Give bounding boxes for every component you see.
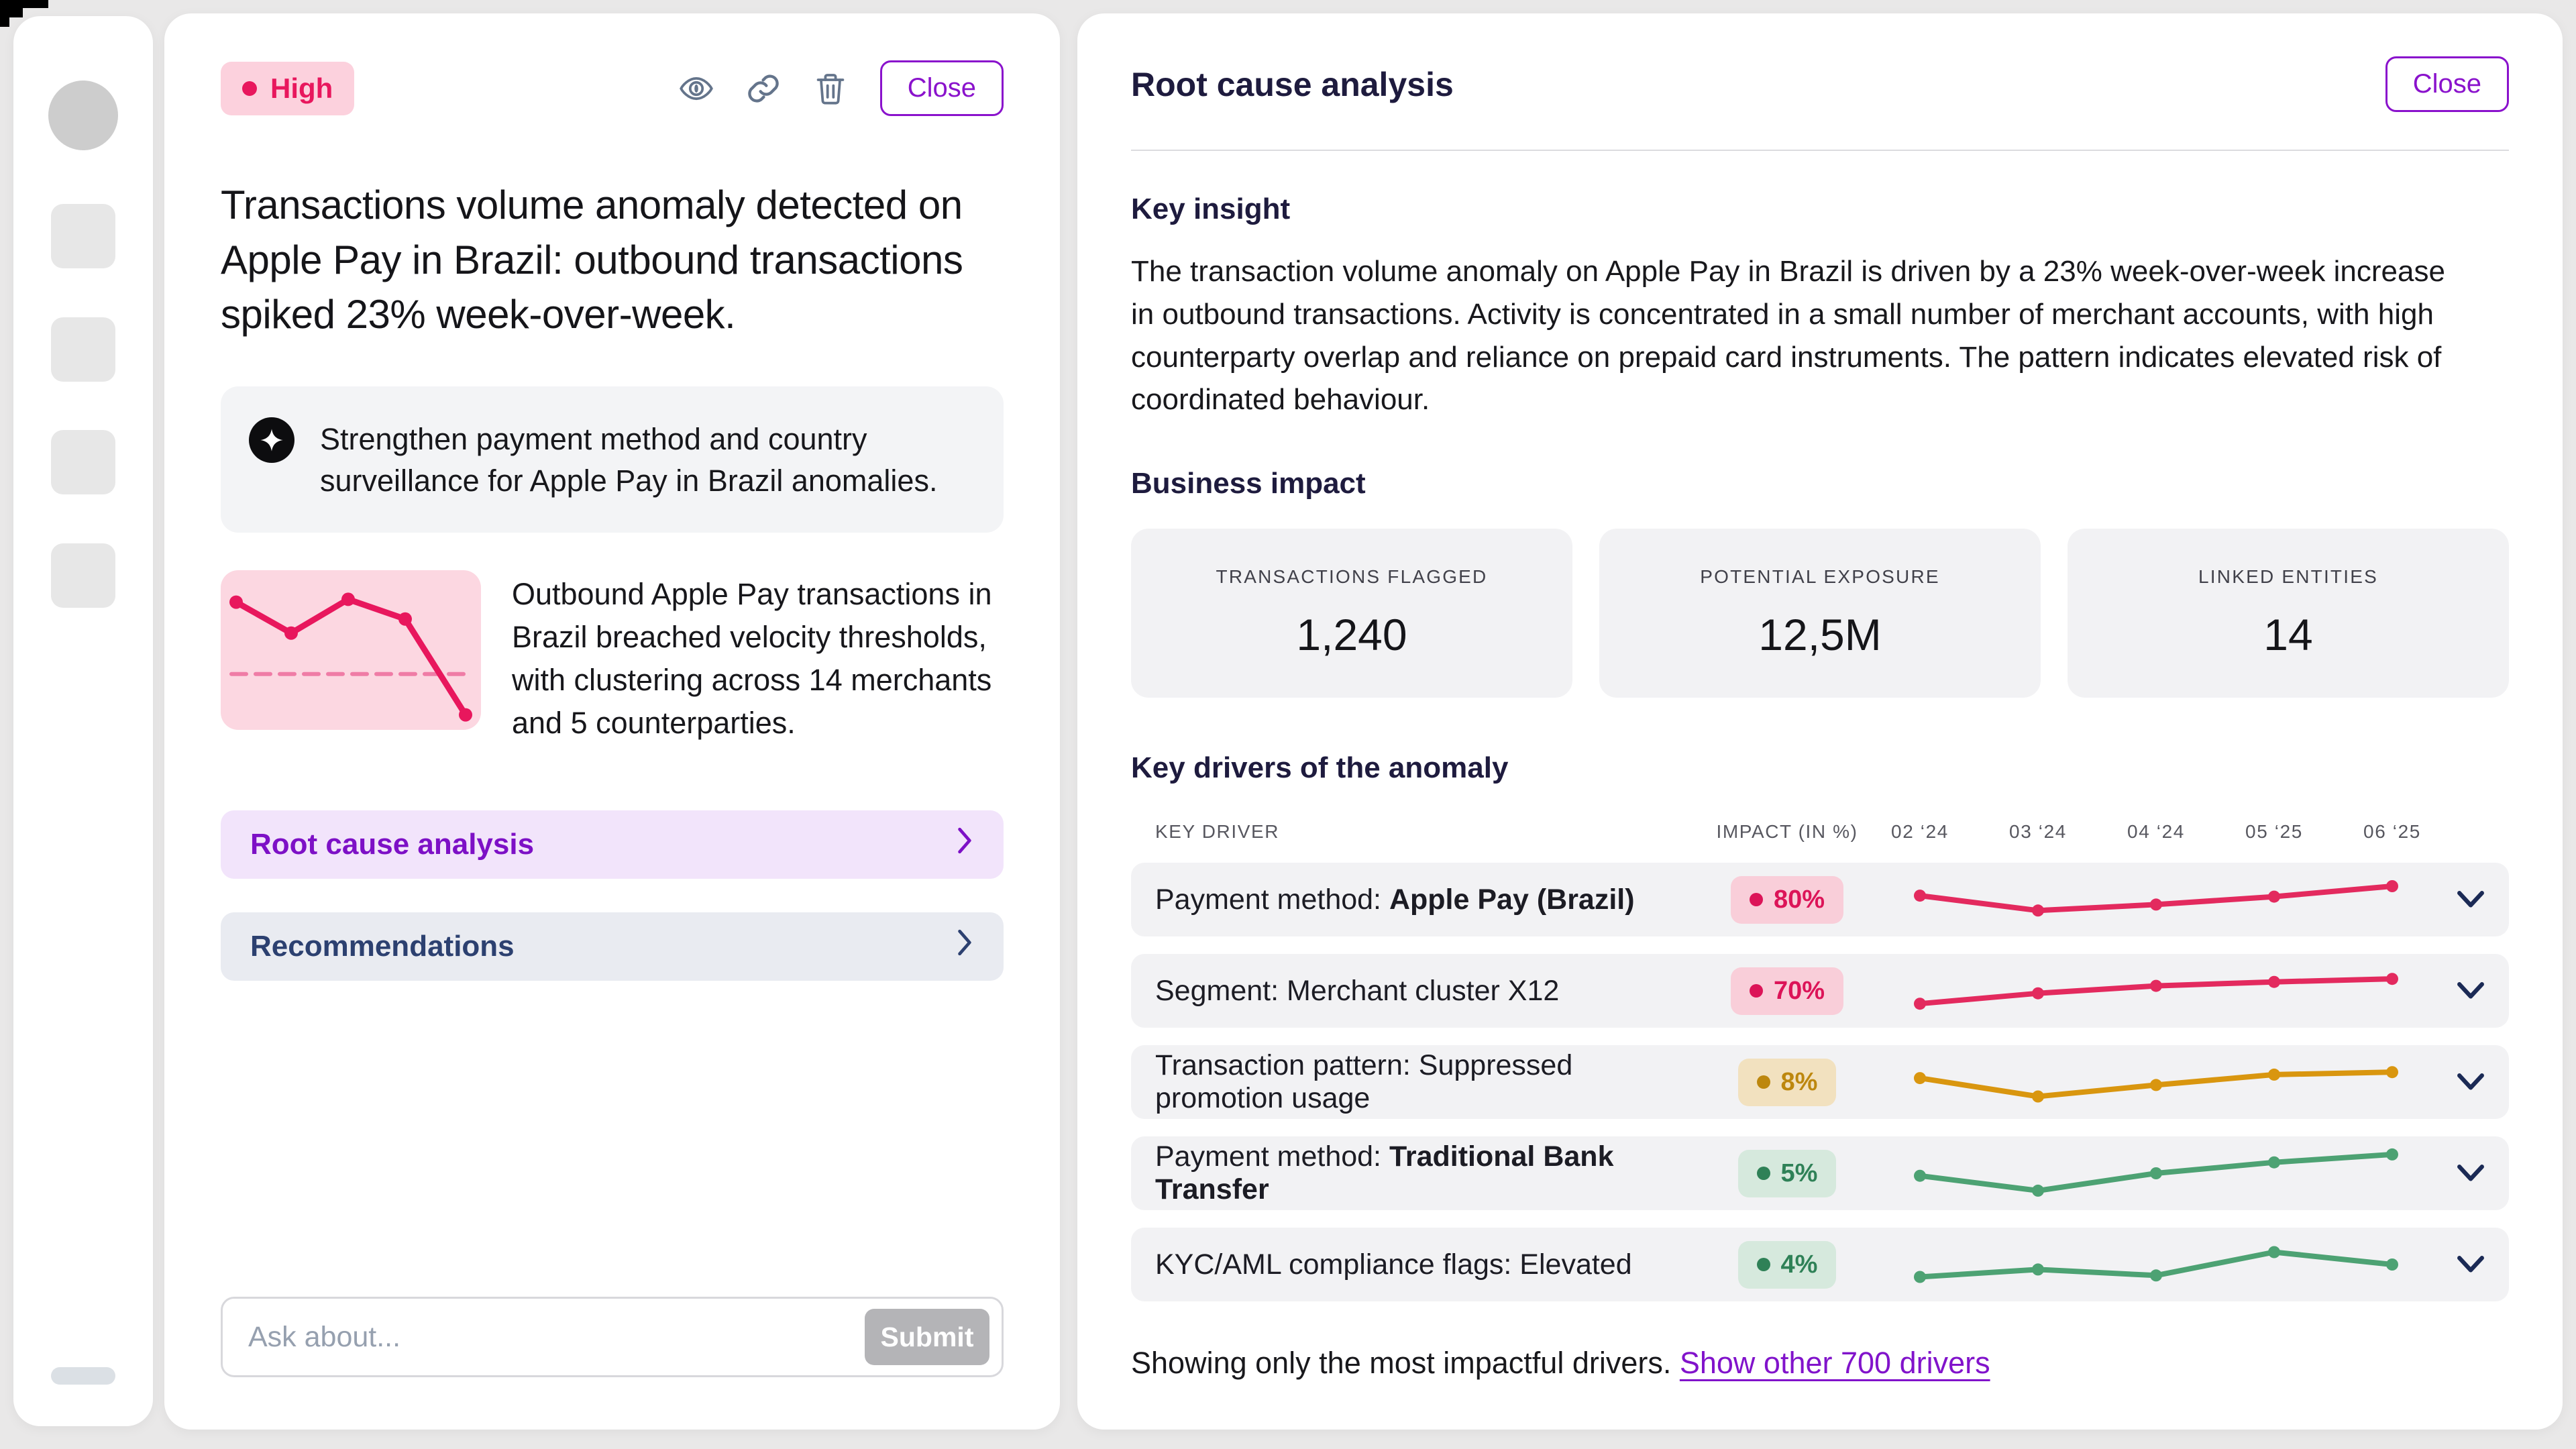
impact-card-label: LINKED ENTITIES xyxy=(2198,566,2378,588)
link-icon[interactable] xyxy=(746,71,781,106)
column-header-month: 06 ‘25 xyxy=(2363,821,2421,843)
column-header-month: 02 ‘24 xyxy=(1891,821,1949,843)
recommendations-label: Recommendations xyxy=(250,929,515,963)
chevron-down-icon[interactable] xyxy=(2457,1164,2485,1183)
sidebar xyxy=(13,16,153,1426)
impact-card-potential-exposure xyxy=(1599,529,2041,698)
chevron-down-icon[interactable] xyxy=(2457,981,2485,1000)
impact-card-label: POTENTIAL EXPOSURE xyxy=(1700,566,1940,588)
root-cause-analysis-button[interactable] xyxy=(221,810,1004,879)
impact-card-value: 12,5M xyxy=(1758,610,1882,660)
driver-row[interactable] xyxy=(1131,954,2509,1028)
severity-label: High xyxy=(270,72,333,104)
key-drivers-heading: Key drivers of the anomaly xyxy=(1131,751,1509,785)
impact-value: 70% xyxy=(1773,976,1825,1005)
impact-value: 4% xyxy=(1780,1250,1818,1279)
driver-label: Payment method: Traditional Bank Transfer xyxy=(1155,1140,1614,1206)
driver-row[interactable] xyxy=(1131,1045,2509,1119)
impact-badge xyxy=(1731,876,1843,924)
sidebar-item-3[interactable] xyxy=(51,430,115,494)
column-headers-months xyxy=(1888,818,2424,845)
recommendations-button[interactable] xyxy=(221,912,1004,981)
root-cause-analysis-label: Root cause analysis xyxy=(250,827,535,861)
driver-sparkline xyxy=(1888,1136,2424,1210)
impact-badge xyxy=(1738,1059,1837,1106)
driver-label: Transaction pattern: Suppressed promotion usage xyxy=(1155,1049,1573,1115)
alert-panel xyxy=(164,13,1060,1430)
column-header-key-driver: KEY DRIVER xyxy=(1155,821,1280,843)
impact-value: 8% xyxy=(1780,1067,1818,1096)
impact-card-linked-entities xyxy=(2068,529,2509,698)
show-other-drivers-link[interactable]: Show other 700 drivers xyxy=(1679,1346,1990,1381)
sidebar-item-1[interactable] xyxy=(51,204,115,268)
driver-sparkline xyxy=(1888,1228,2424,1301)
panel-close-button[interactable]: Close xyxy=(2385,56,2509,112)
impact-value: 80% xyxy=(1773,885,1825,914)
impact-dot-icon xyxy=(1750,893,1763,906)
chevron-right-icon xyxy=(957,928,974,964)
ask-bar xyxy=(221,1297,1004,1377)
drivers-table-body xyxy=(1131,863,2509,1301)
chevron-down-icon[interactable] xyxy=(2457,1073,2485,1091)
column-header-month: 03 ‘24 xyxy=(2009,821,2067,843)
panel-title: Root cause analysis xyxy=(1131,65,1454,103)
impact-dot-icon xyxy=(1750,984,1763,998)
submit-button[interactable]: Submit xyxy=(865,1309,989,1365)
column-header-month: 04 ‘24 xyxy=(2127,821,2185,843)
impact-dot-icon xyxy=(1757,1075,1770,1089)
divider xyxy=(1131,150,2509,151)
driver-label: Payment method: Apple Pay (Brazil) xyxy=(1155,883,1635,916)
driver-row[interactable] xyxy=(1131,863,2509,936)
sidebar-item-2[interactable] xyxy=(51,317,115,382)
ai-sparkle-icon xyxy=(249,417,294,463)
root-cause-panel xyxy=(1077,13,2563,1430)
drivers-table-header xyxy=(1131,818,2509,845)
impact-badge xyxy=(1731,967,1843,1015)
impact-dot-icon xyxy=(1757,1167,1770,1180)
impact-badge xyxy=(1738,1241,1837,1289)
chevron-down-icon[interactable] xyxy=(2457,890,2485,909)
impact-dot-icon xyxy=(1757,1258,1770,1271)
driver-row[interactable] xyxy=(1131,1136,2509,1210)
drivers-footnote xyxy=(1131,1346,2509,1381)
impact-badge xyxy=(1738,1150,1837,1197)
sidebar-footer-pill xyxy=(51,1367,115,1385)
driver-label: KYC/AML compliance flags: Elevated xyxy=(1155,1248,1632,1281)
avatar xyxy=(48,80,118,150)
alert-chart-caption: Outbound Apple Pay transactions in Brazil breached velocity thresholds, with clustering across 14 merchants and 5 counterparties. xyxy=(512,576,992,740)
alert-title: Transactions volume anomaly detected on Apple Pay in Brazil: outbound transactions spiked 23% week-over-week. xyxy=(221,182,963,337)
driver-sparkline xyxy=(1888,863,2424,936)
impact-card-value: 14 xyxy=(2263,610,2313,660)
driver-row[interactable] xyxy=(1131,1228,2509,1301)
chevron-down-icon[interactable] xyxy=(2457,1255,2485,1274)
impact-card-transactions-flagged xyxy=(1131,529,1572,698)
key-insight-body: The transaction volume anomaly on Apple Pay in Brazil is driven by a 23% week-over-week increase in outbound transactions. Activity is concentrated in a small number of merchant accounts, with high counterparty overlap and reliance on prepaid card instruments. The pattern indicates elevated risk of coordinated behaviour. xyxy=(1131,255,2445,417)
severity-badge xyxy=(221,62,354,115)
trash-icon[interactable] xyxy=(813,71,848,106)
severity-dot-icon xyxy=(242,81,257,96)
driver-sparkline xyxy=(1888,1045,2424,1119)
driver-sparkline xyxy=(1888,954,2424,1028)
alert-mini-chart xyxy=(221,570,481,730)
driver-label: Segment: Merchant cluster X12 xyxy=(1155,974,1560,1007)
impact-value: 5% xyxy=(1780,1159,1818,1187)
ask-input[interactable] xyxy=(248,1321,865,1354)
ai-suggestion-text: Strengthen payment method and country surveillance for Apple Pay in Brazil anomalies. xyxy=(320,421,938,498)
key-insight-heading: Key insight xyxy=(1131,193,1291,225)
footnote-text: Showing only the most impactful drivers. xyxy=(1131,1346,1680,1381)
visibility-eye-icon[interactable] xyxy=(679,71,714,106)
alert-close-button[interactable]: Close xyxy=(880,60,1004,116)
impact-card-label: TRANSACTIONS FLAGGED xyxy=(1216,566,1488,588)
sidebar-item-4[interactable] xyxy=(51,543,115,608)
column-header-impact: IMPACT (IN %) xyxy=(1716,821,1858,843)
column-header-month: 05 ‘25 xyxy=(2245,821,2303,843)
business-impact-heading: Business impact xyxy=(1131,467,1366,500)
ai-suggestion-box xyxy=(221,386,1004,533)
chevron-right-icon xyxy=(957,826,974,862)
impact-card-value: 1,240 xyxy=(1296,610,1407,660)
